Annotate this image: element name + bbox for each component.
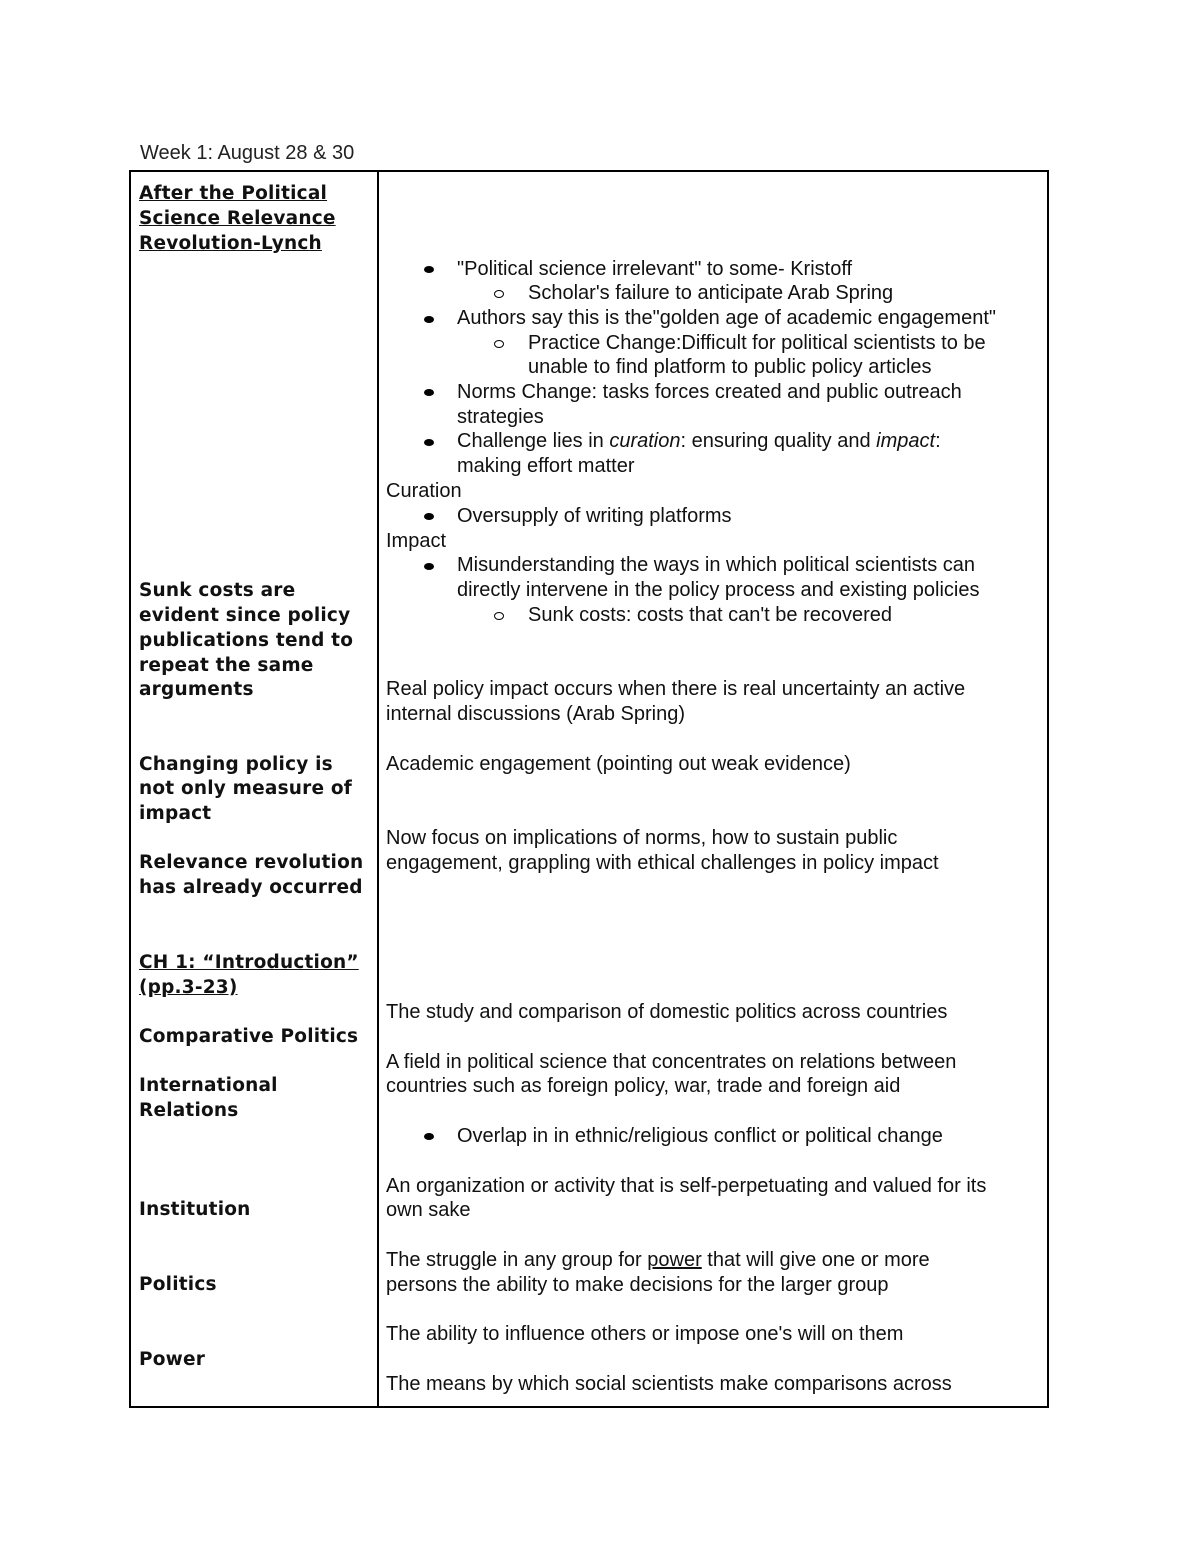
definition-institution-line1: An organization or activity that is self-perpetuating and valued for its <box>386 1175 987 1197</box>
bullet-icon <box>424 266 434 273</box>
definition-international-relations-line1: A field in political science that concentrates on relations between <box>386 1051 957 1073</box>
subheading-curation: Curation <box>386 480 462 502</box>
bullet-icon <box>424 1133 434 1140</box>
bullet-icon <box>424 563 434 570</box>
section-heading-ch1-line2: (pp.3-23) <box>139 977 238 998</box>
definition-politics-line2: persons the ability to make decisions for the larger group <box>386 1274 889 1296</box>
section-heading-lynch-line2: Science Relevance <box>139 208 336 229</box>
definition-comparative-method: The means by which social scientists make comparisons across <box>386 1373 952 1395</box>
term-international-relations-line1: International <box>139 1075 278 1096</box>
term-institution: Institution <box>139 1199 251 1220</box>
page-title: Week 1: August 28 & 30 <box>140 142 355 164</box>
list-item: Oversupply of writing platforms <box>457 505 732 527</box>
list-item: Scholar's failure to anticipate Arab Spring <box>528 282 894 304</box>
note-real-impact-line1: Real policy impact occurs when there is real uncertainty an active <box>386 678 966 700</box>
list-item: Overlap in in ethnic/religious conflict or political change <box>457 1125 943 1147</box>
subheading-impact: Impact <box>386 530 447 552</box>
term-comparative-politics: Comparative Politics <box>139 1026 359 1047</box>
column-divider <box>377 172 379 1406</box>
list-item-continuation: making effort matter <box>457 455 635 477</box>
list-item: Norms Change: tasks forces created and public outreach <box>457 381 962 403</box>
hollow-bullet-icon <box>494 612 504 620</box>
term-politics: Politics <box>139 1274 217 1295</box>
section-heading-lynch-line3: Revolution-Lynch <box>139 233 322 254</box>
section-heading-lynch-line1: After the Political <box>139 183 328 204</box>
list-item: Practice Change:Difficult for political scientists to be <box>528 332 986 354</box>
list-item-continuation: directly intervene in the policy process and existing policies <box>457 579 980 601</box>
section-heading-ch1-line1: CH 1: “Introduction” <box>139 952 359 973</box>
bullet-icon <box>424 513 434 520</box>
bullet-icon <box>424 389 434 396</box>
term-changing-policy-line1: Changing policy is <box>139 754 333 775</box>
term-international-relations-line2: Relations <box>139 1100 239 1121</box>
term-sunk-costs-line5: arguments <box>139 679 254 700</box>
definition-politics-line1: The struggle in any group for power that will give one or more <box>386 1249 930 1271</box>
note-now-focus-line1: Now focus on implications of norms, how to sustain public <box>386 827 898 849</box>
list-item: Authors say this is the"golden age of academic engagement" <box>457 307 996 329</box>
definition-institution-line2: own sake <box>386 1199 471 1221</box>
definition-comparative-politics: The study and comparison of domestic politics across countries <box>386 1001 948 1023</box>
term-changing-policy-line2: not only measure of <box>139 778 353 799</box>
note-now-focus-line2: engagement, grappling with ethical challenges in policy impact <box>386 852 939 874</box>
term-power: Power <box>139 1349 206 1370</box>
bullet-icon <box>424 316 434 323</box>
term-sunk-costs-line4: repeat the same <box>139 655 314 676</box>
hollow-bullet-icon <box>494 340 504 348</box>
list-item: Challenge lies in curation: ensuring quality and impact: <box>457 430 941 452</box>
term-relevance-revolution-line2: has already occurred <box>139 877 363 898</box>
definition-power: The ability to influence others or impose one's will on them <box>386 1323 904 1345</box>
term-sunk-costs-line1: Sunk costs are <box>139 580 296 601</box>
term-relevance-revolution-line1: Relevance revolution <box>139 852 364 873</box>
list-item: "Political science irrelevant" to some- Kristoff <box>457 258 853 280</box>
bullet-icon <box>424 439 434 446</box>
list-item: Sunk costs: costs that can't be recovered <box>528 604 893 626</box>
hollow-bullet-icon <box>494 290 504 298</box>
term-sunk-costs-line3: publications tend to <box>139 630 354 651</box>
definition-international-relations-line2: countries such as foreign policy, war, trade and foreign aid <box>386 1075 901 1097</box>
list-item: Misunderstanding the ways in which political scientists can <box>457 554 976 576</box>
note-real-impact-line2: internal discussions (Arab Spring) <box>386 703 686 725</box>
list-item-continuation: unable to find platform to public policy articles <box>528 356 932 378</box>
list-item-continuation: strategies <box>457 406 544 428</box>
term-changing-policy-line3: impact <box>139 803 212 824</box>
term-sunk-costs-line2: evident since policy <box>139 605 351 626</box>
note-academic-engagement: Academic engagement (pointing out weak evidence) <box>386 753 851 775</box>
